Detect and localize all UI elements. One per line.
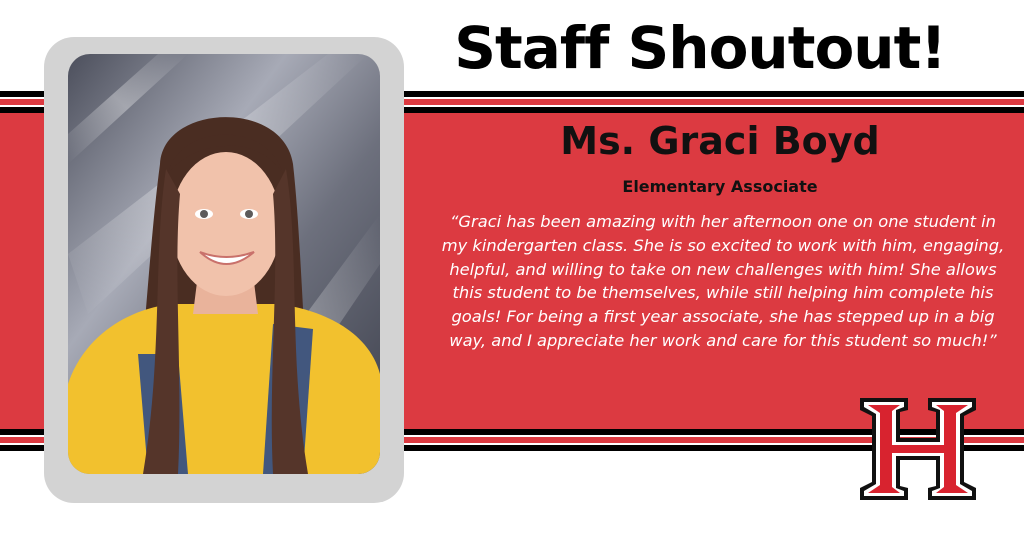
staff-photo <box>68 54 380 474</box>
staff-quote: “Graci has been amazing with her afternoon one on one student in my kindergarten class. She is so excited to work with him, engaging, helpful, and willing to take on new challenges with him! She allows this student to be themselves, while still helping him complete his goals! For being a first year associate, she has stepped up in a big way, and I appreciate her work and care for this student so much!” <box>441 212 1005 350</box>
school-logo-icon <box>858 396 978 502</box>
page-title: Staff Shoutout! <box>454 14 946 82</box>
staff-name: Ms. Graci Boyd <box>560 119 880 163</box>
portrait-image <box>68 54 380 474</box>
staff-role: Elementary Associate <box>622 177 818 196</box>
